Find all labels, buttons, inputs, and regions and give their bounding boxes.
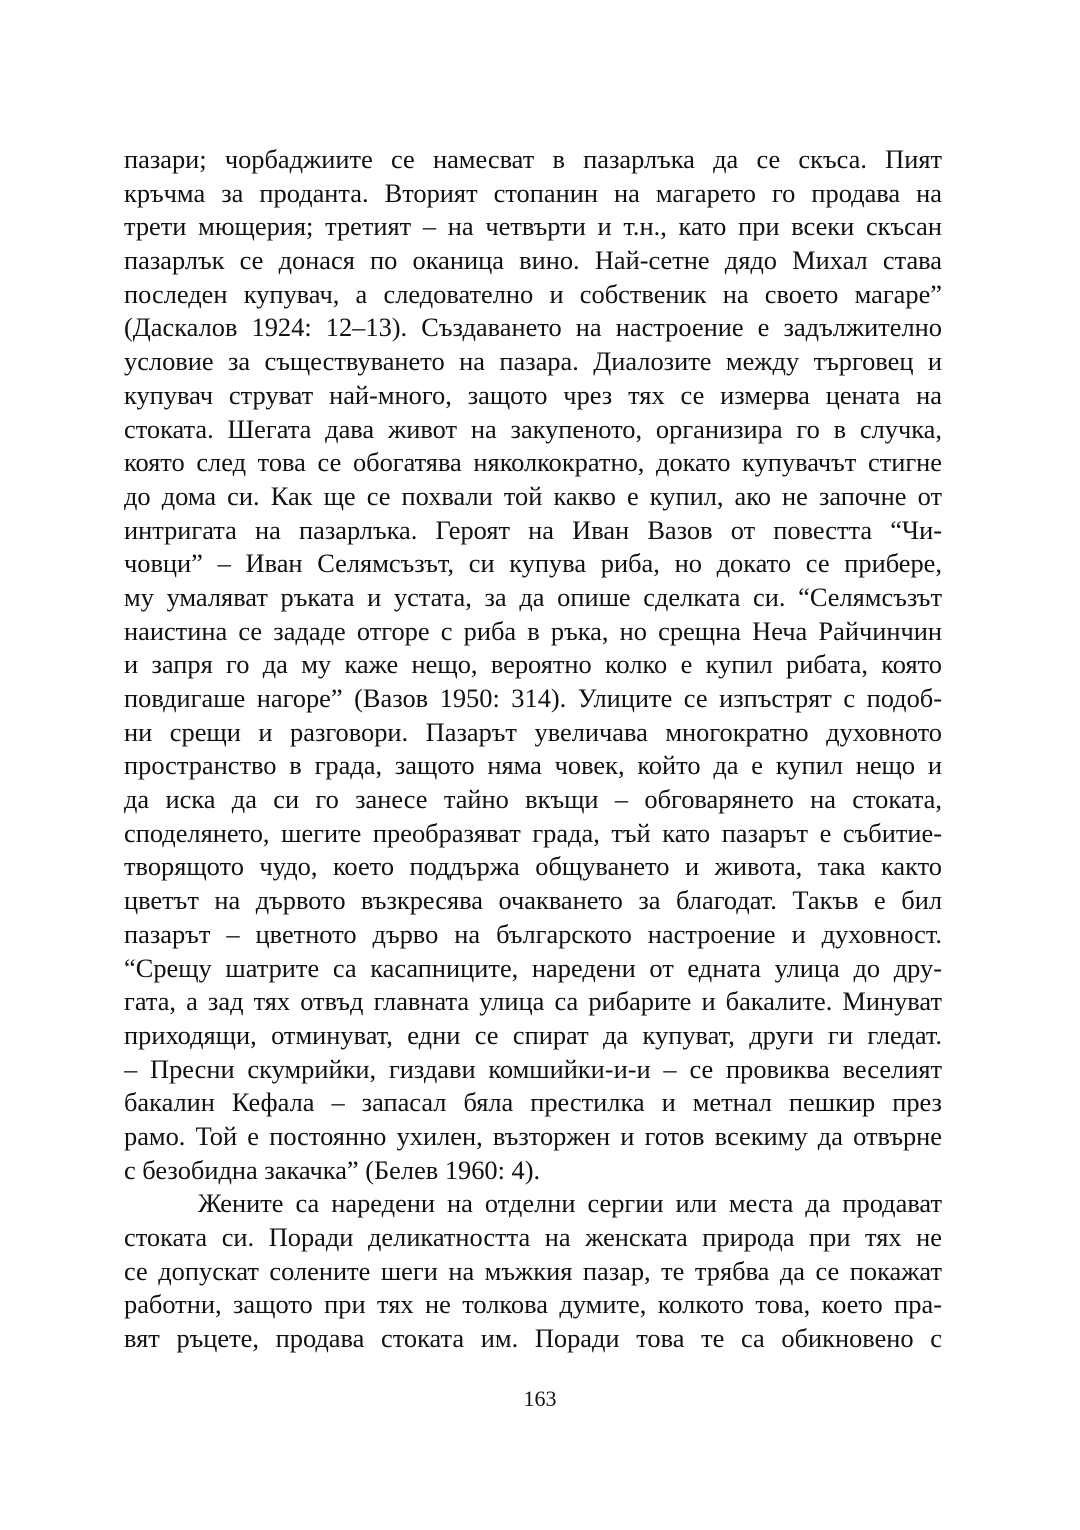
text-line: цветът на дървото възкресява очакването за благодат. Такъв е бил: [124, 885, 942, 916]
text-line: пазарлък се донася по оканица вино. Най-сетне дядо Михал става: [124, 245, 942, 276]
text-line: купувач струват най-много, защото чрез тях се измерва цената на: [124, 379, 942, 410]
text-line: се допускат солените шеги на мъжкия пазар, те трябва да се покажат: [124, 1255, 942, 1286]
text-line: с безобидна закачка” (Белев 1960: 4).: [124, 1154, 541, 1185]
text-line: трети мющерия; третият – на четвърти и т.н., като при всеки скъсан: [124, 211, 942, 242]
text-line: и запря го да му каже нещо, вероятно колко е купил рибата, която: [124, 649, 942, 680]
text-line: споделянето, шегите преобразяват града, тъй като пазарът е събитие-: [124, 817, 942, 848]
text-line: човци” – Иван Селямсъзът, си купува риба, но докато се прибере,: [124, 548, 942, 579]
paragraph: [124, 1187, 942, 1355]
text-line: последен купувач, а следователно и собственик на своето магаре”: [124, 278, 942, 309]
text-line: приходящи, отминуват, едни се спират да купуват, други ги гледат.: [124, 1019, 942, 1050]
text-line: вят ръцете, продава стоката им. Поради това те са обикновено с: [124, 1323, 942, 1354]
text-line: рамо. Той е постоянно ухилен, възторжен и готов всекиму да отвърне: [124, 1120, 942, 1151]
text-line: работни, защото при тях не толкова думите, колкото това, което пра-: [124, 1289, 942, 1320]
text-line: ни срещи и разговори. Пазарът увеличава многократно духовното: [124, 716, 942, 747]
page-number: 163: [523, 1386, 557, 1411]
paragraph: [124, 143, 942, 1187]
text-line: – Пресни скумрийки, гиздави комшийки-и-и – се провиква веселият: [124, 1053, 942, 1084]
text-line: кръчма за проданта. Вторият стопанин на магарето го продава на: [124, 177, 942, 208]
text-line: да иска да си го занесе тайно вкъщи – обговарянето на стоката,: [124, 784, 942, 815]
text-line: гата, а зад тях отвъд главната улица са рибарите и бакалите. Минуват: [124, 986, 942, 1017]
text-line: бакалин Кефала – запасал бяла престилка и метнал пешкир през: [124, 1087, 942, 1118]
text-line: наистина се зададе отгоре с риба в ръка, но срещна Неча Райчинчин: [124, 615, 942, 646]
text-line: която след това се обогатява няколкократно, докато купувачът стигне: [124, 447, 942, 478]
text-line: пространство в града, защото няма човек, който да е купил нещо и: [124, 750, 942, 781]
text-line: до дома си. Как ще се похвали той какво е купил, ако не започне от: [124, 480, 942, 511]
text-line: пазарът – цветното дърво на българското настроение и духовност.: [124, 918, 942, 949]
text-line: “Срещу шатрите са касапниците, наредени от едната улица до дру-: [124, 952, 942, 983]
text-line: стоката. Шегата дава живот на закупеното, организира го в случка,: [124, 413, 942, 444]
text-line: Жените са наредени на отделни сергии или места да продават: [198, 1188, 942, 1219]
text-line: творящото чудо, което поддържа общуването и живота, така както: [124, 851, 942, 882]
text-line: му умаляват ръката и устата, за да опише сделката си. “Селямсъзът: [124, 581, 942, 612]
text-line: условие за съществуването на пазара. Диалозите между търговец и: [124, 346, 942, 377]
text-line: повдигаше нагоре” (Вазов 1950: 314). Улиците се изпъстрят с подоб-: [124, 683, 942, 713]
body-text: [124, 143, 942, 1356]
text-line: пазари; чорбаджиите се намесват в пазарлъка да се скъса. Пият: [124, 144, 942, 174]
text-line: (Даскалов 1924: 12–13). Създаването на настроение е задължително: [124, 312, 942, 343]
text-line: интригата на пазарлъка. Героят на Иван Вазов от повестта “Чи-: [124, 514, 942, 545]
text-line: стоката си. Поради деликатността на женската природа при тях не: [124, 1222, 942, 1252]
